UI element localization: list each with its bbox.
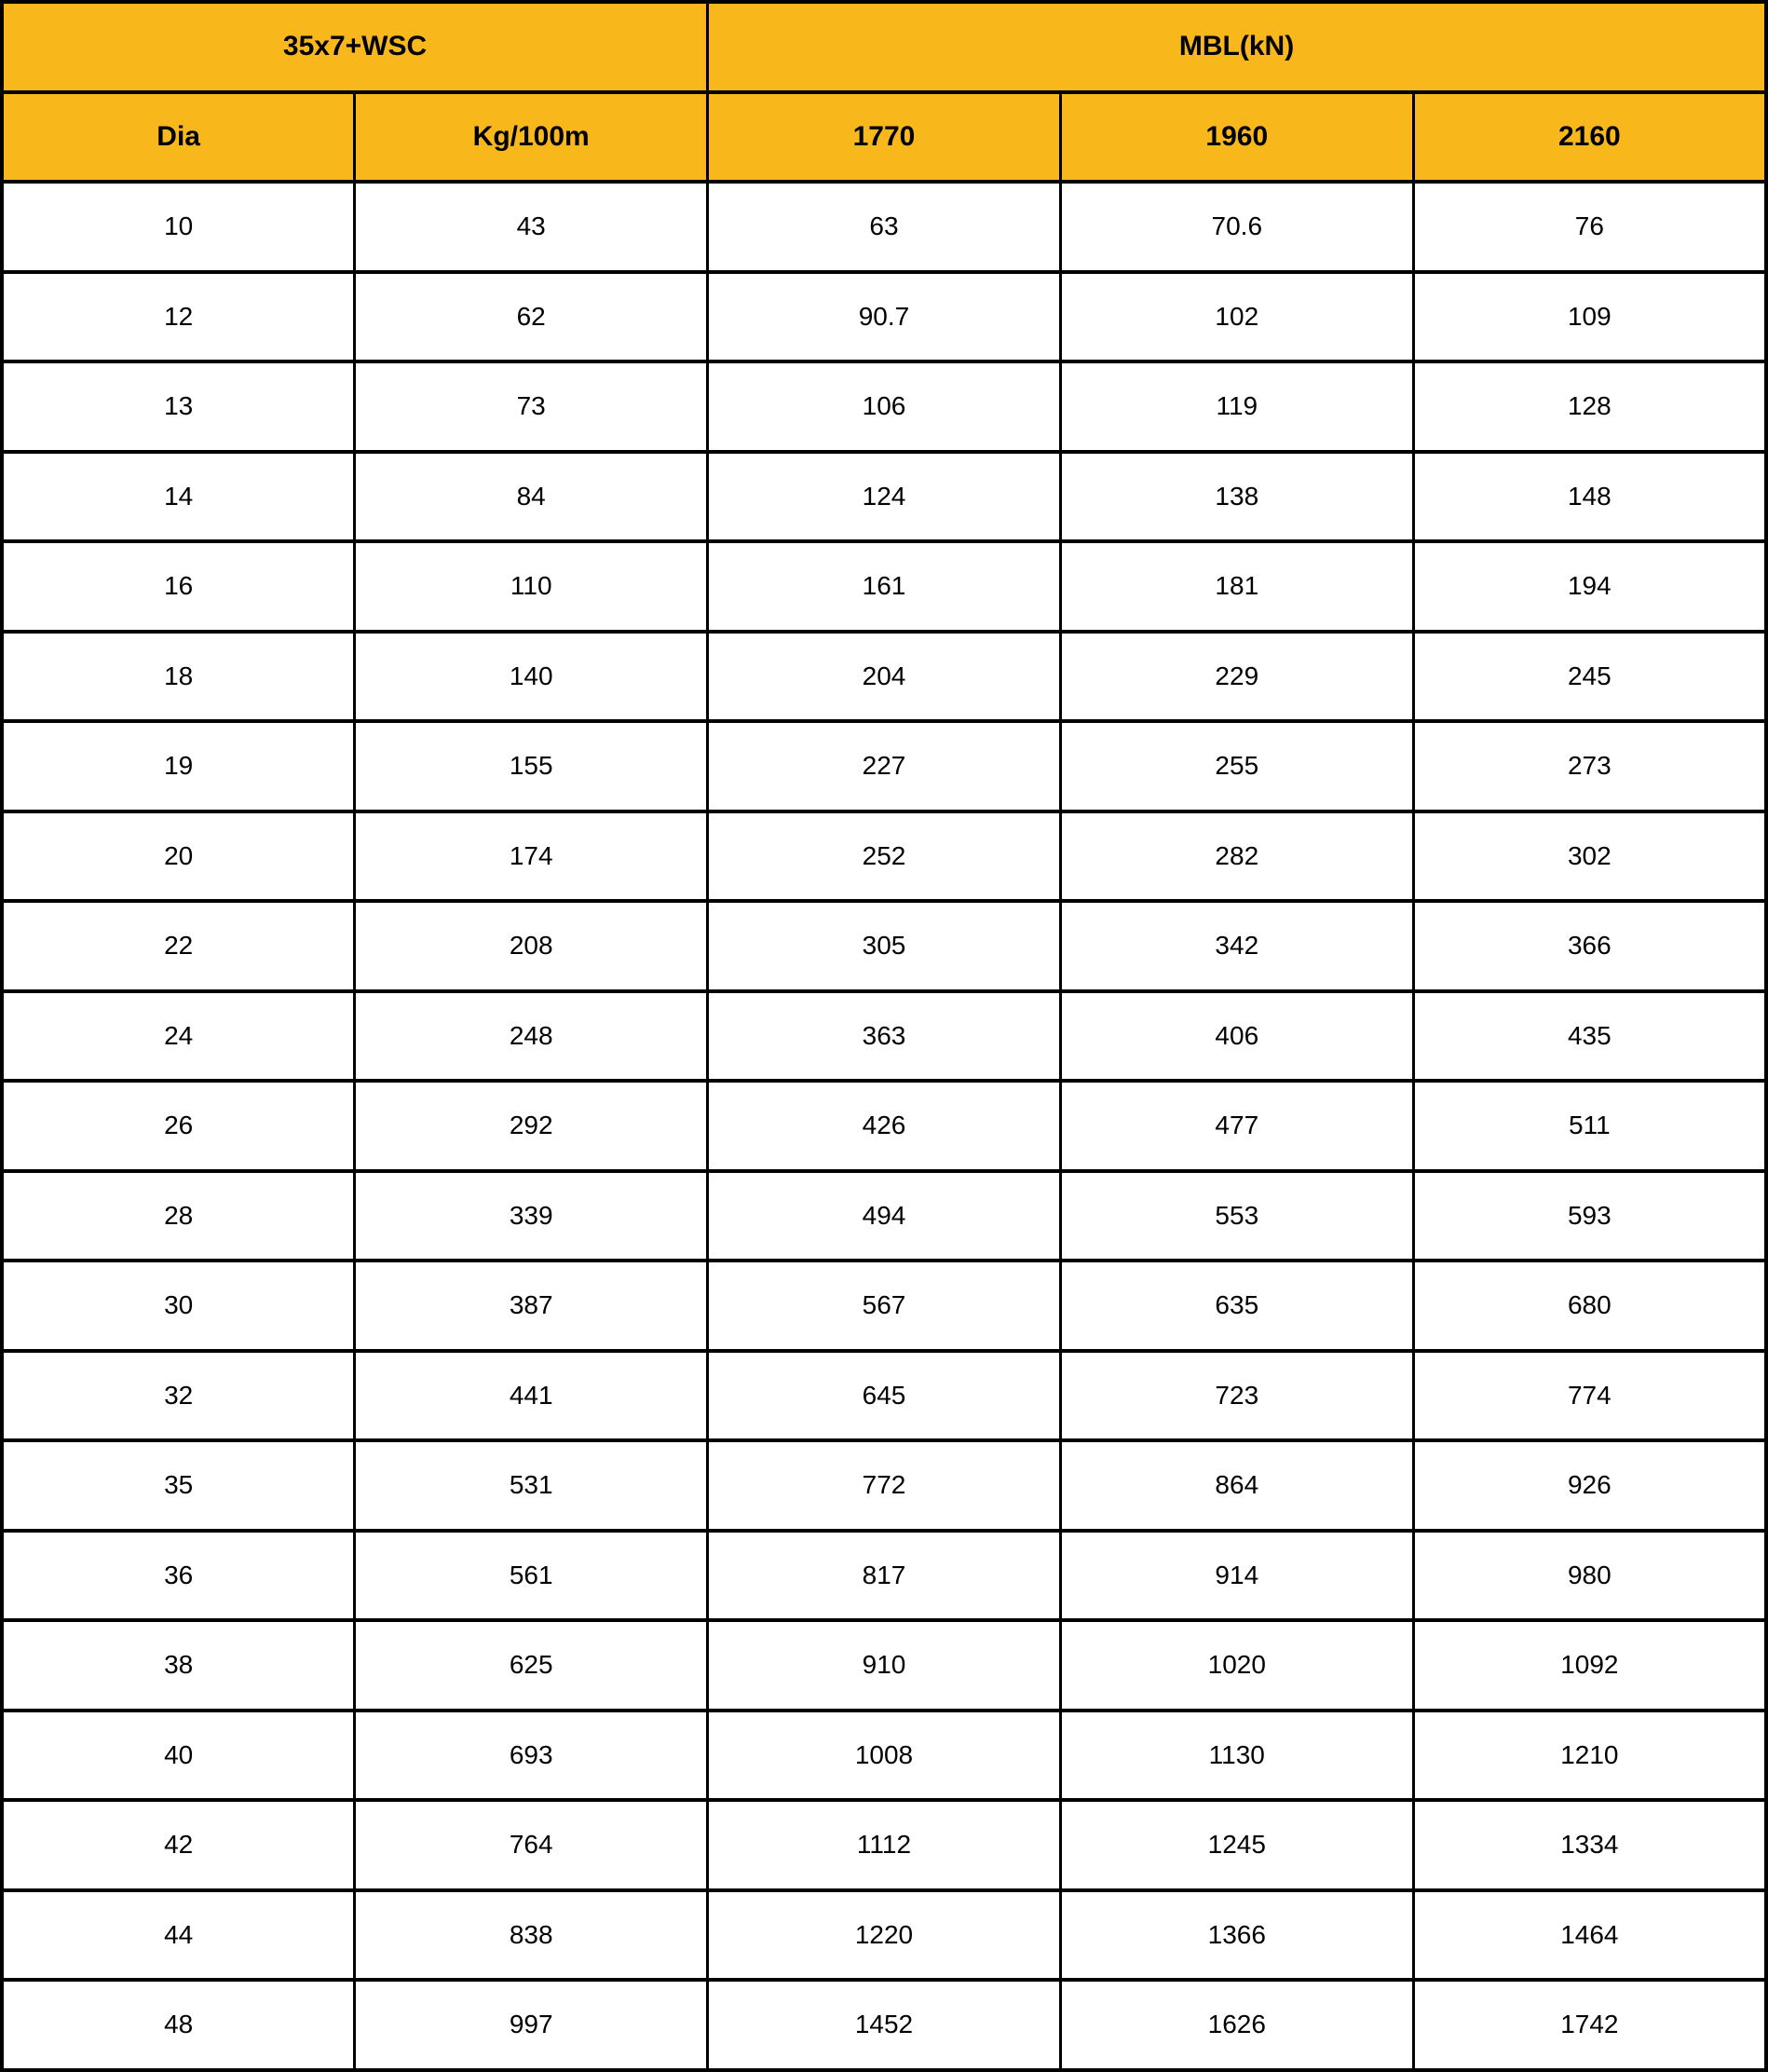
- table-row: [2, 991, 1766, 1082]
- table-cell-col2: 252: [708, 811, 1061, 902]
- table-cell-col0: 22: [2, 901, 355, 991]
- table-cell-col4: 76: [1413, 182, 1766, 272]
- table-cell-col0: 18: [2, 632, 355, 722]
- table-cell-col0: 42: [2, 1800, 355, 1890]
- table-cell-col3: 1366: [1060, 1890, 1413, 1981]
- table-cell-col1: 73: [355, 361, 708, 452]
- table-row: [2, 1171, 1766, 1261]
- table-cell-col2: 1112: [708, 1800, 1061, 1890]
- table-cell-col4: 273: [1413, 721, 1766, 811]
- table-cell-col3: 914: [1060, 1531, 1413, 1621]
- table-cell-col1: 248: [355, 991, 708, 1082]
- table-cell-col2: 204: [708, 632, 1061, 722]
- table-cell-col3: 553: [1060, 1171, 1413, 1261]
- table-cell-col4: 1742: [1413, 1980, 1766, 2070]
- table-cell-col3: 1626: [1060, 1980, 1413, 2070]
- table-row: [2, 1440, 1766, 1531]
- table-cell-col1: 174: [355, 811, 708, 902]
- table-cell-col2: 106: [708, 361, 1061, 452]
- table-row: [2, 452, 1766, 542]
- table-row: [2, 1711, 1766, 1801]
- table-cell-col4: 1210: [1413, 1711, 1766, 1801]
- table-cell-col1: 292: [355, 1081, 708, 1171]
- table-cell-col1: 110: [355, 541, 708, 632]
- table-cell-col2: 90.7: [708, 272, 1061, 362]
- table-cell-col3: 181: [1060, 541, 1413, 632]
- table-cell-col4: 245: [1413, 632, 1766, 722]
- table-row: [2, 632, 1766, 722]
- table-cell-col3: 1020: [1060, 1620, 1413, 1711]
- table-row: [2, 721, 1766, 811]
- table-cell-col3: 102: [1060, 272, 1413, 362]
- table-cell-col2: 1220: [708, 1890, 1061, 1981]
- table-row: [2, 1081, 1766, 1171]
- table-cell-col2: 645: [708, 1351, 1061, 1441]
- table-cell-col0: 38: [2, 1620, 355, 1711]
- table-cell-col1: 155: [355, 721, 708, 811]
- table-cell-col0: 32: [2, 1351, 355, 1441]
- table-cell-col0: 24: [2, 991, 355, 1082]
- table-row: [2, 1890, 1766, 1981]
- table-cell-col4: 511: [1413, 1081, 1766, 1171]
- header-mbl-group: MBL(kN): [708, 2, 1766, 92]
- table-cell-col4: 680: [1413, 1261, 1766, 1351]
- table-cell-col0: 48: [2, 1980, 355, 2070]
- table-cell-col0: 20: [2, 811, 355, 902]
- table-cell-col4: 194: [1413, 541, 1766, 632]
- table-cell-col3: 229: [1060, 632, 1413, 722]
- table-cell-col3: 477: [1060, 1081, 1413, 1171]
- table-cell-col0: 12: [2, 272, 355, 362]
- table-row: [2, 811, 1766, 902]
- table-cell-col2: 910: [708, 1620, 1061, 1711]
- header-columns-row: [2, 92, 1766, 183]
- table-row: [2, 901, 1766, 991]
- table-cell-col3: 255: [1060, 721, 1413, 811]
- table-cell-col1: 838: [355, 1890, 708, 1981]
- table-cell-col3: 635: [1060, 1261, 1413, 1351]
- header-group-row: [2, 2, 1766, 92]
- table-cell-col1: 561: [355, 1531, 708, 1621]
- table-cell-col1: 625: [355, 1620, 708, 1711]
- table-cell-col1: 531: [355, 1440, 708, 1531]
- table-cell-col0: 10: [2, 182, 355, 272]
- table-cell-col1: 208: [355, 901, 708, 991]
- table-cell-col3: 864: [1060, 1440, 1413, 1531]
- table-cell-col1: 441: [355, 1351, 708, 1441]
- table-cell-col4: 366: [1413, 901, 1766, 991]
- table-cell-col0: 14: [2, 452, 355, 542]
- table-cell-col1: 62: [355, 272, 708, 362]
- table-cell-col2: 817: [708, 1531, 1061, 1621]
- table-cell-col2: 227: [708, 721, 1061, 811]
- table-cell-col4: 302: [1413, 811, 1766, 902]
- table-cell-col3: 138: [1060, 452, 1413, 542]
- table-cell-col3: 282: [1060, 811, 1413, 902]
- table-row: [2, 361, 1766, 452]
- table-cell-col2: 363: [708, 991, 1061, 1082]
- table-cell-col0: 28: [2, 1171, 355, 1261]
- table-cell-col0: 44: [2, 1890, 355, 1981]
- table-cell-col4: 1464: [1413, 1890, 1766, 1981]
- column-header-grade-1960: 1960: [1060, 92, 1413, 183]
- column-header-dia: Dia: [2, 92, 355, 183]
- column-header-grade-1770: 1770: [708, 92, 1061, 183]
- table-row: [2, 272, 1766, 362]
- table-cell-col2: 1008: [708, 1711, 1061, 1801]
- table-cell-col4: 435: [1413, 991, 1766, 1082]
- header-product-name: 35x7+WSC: [2, 2, 708, 92]
- table-cell-col3: 342: [1060, 901, 1413, 991]
- table-cell-col2: 63: [708, 182, 1061, 272]
- table-cell-col2: 494: [708, 1171, 1061, 1261]
- table-cell-col3: 723: [1060, 1351, 1413, 1441]
- table-cell-col1: 339: [355, 1171, 708, 1261]
- table-cell-col3: 70.6: [1060, 182, 1413, 272]
- table-row: [2, 1980, 1766, 2070]
- table-cell-col3: 406: [1060, 991, 1413, 1082]
- table-row: [2, 541, 1766, 632]
- table-cell-col1: 43: [355, 182, 708, 272]
- table-cell-col4: 774: [1413, 1351, 1766, 1441]
- table-cell-col0: 26: [2, 1081, 355, 1171]
- table-cell-col0: 40: [2, 1711, 355, 1801]
- table-cell-col2: 161: [708, 541, 1061, 632]
- table-row: [2, 1261, 1766, 1351]
- table-row: [2, 1620, 1766, 1711]
- column-header-grade-2160: 2160: [1413, 92, 1766, 183]
- table-body: [2, 182, 1766, 2070]
- table-cell-col3: 119: [1060, 361, 1413, 452]
- table-cell-col4: 980: [1413, 1531, 1766, 1621]
- table-cell-col2: 1452: [708, 1980, 1061, 2070]
- table-cell-col4: 109: [1413, 272, 1766, 362]
- table-cell-col4: 128: [1413, 361, 1766, 452]
- table-cell-col4: 1334: [1413, 1800, 1766, 1890]
- table-cell-col0: 30: [2, 1261, 355, 1351]
- table-header: [2, 2, 1766, 182]
- table-cell-col4: 593: [1413, 1171, 1766, 1261]
- table-cell-col4: 926: [1413, 1440, 1766, 1531]
- table-cell-col3: 1245: [1060, 1800, 1413, 1890]
- table-cell-col1: 997: [355, 1980, 708, 2070]
- table-cell-col2: 567: [708, 1261, 1061, 1351]
- table-row: [2, 1351, 1766, 1441]
- table-cell-col2: 305: [708, 901, 1061, 991]
- table-cell-col4: 148: [1413, 452, 1766, 542]
- column-header-kg-per-100m: Kg/100m: [355, 92, 708, 183]
- table-cell-col2: 124: [708, 452, 1061, 542]
- table-row: [2, 1800, 1766, 1890]
- table-cell-col4: 1092: [1413, 1620, 1766, 1711]
- table-cell-col1: 693: [355, 1711, 708, 1801]
- table-cell-col0: 35: [2, 1440, 355, 1531]
- table-cell-col3: 1130: [1060, 1711, 1413, 1801]
- table-cell-col0: 19: [2, 721, 355, 811]
- table-cell-col2: 426: [708, 1081, 1061, 1171]
- table-cell-col0: 16: [2, 541, 355, 632]
- table-row: [2, 1531, 1766, 1621]
- table-cell-col1: 764: [355, 1800, 708, 1890]
- table-cell-col2: 772: [708, 1440, 1061, 1531]
- table-cell-col0: 13: [2, 361, 355, 452]
- table-cell-col1: 387: [355, 1261, 708, 1351]
- table-row: [2, 182, 1766, 272]
- table-cell-col1: 140: [355, 632, 708, 722]
- table-cell-col0: 36: [2, 1531, 355, 1621]
- table-cell-col1: 84: [355, 452, 708, 542]
